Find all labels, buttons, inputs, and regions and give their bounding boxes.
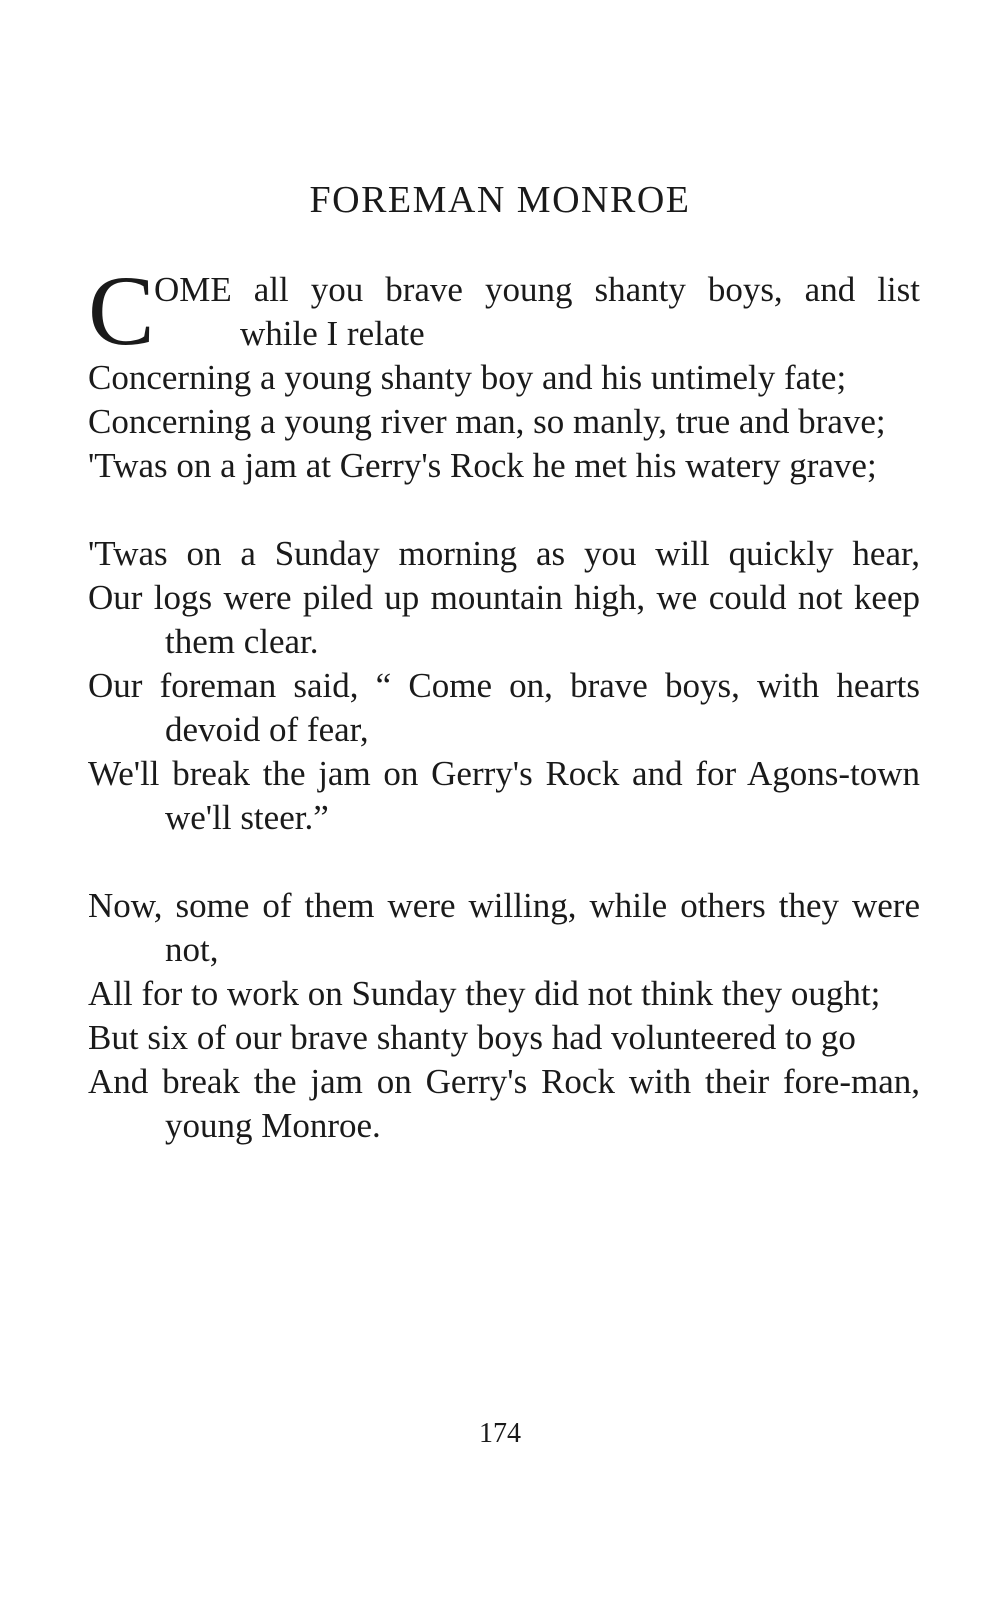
- verse-line: And break the jam on Gerry's Rock with their fore-man, young Monroe.: [88, 1062, 920, 1145]
- verse-line: 'Twas on a jam at Gerry's Rock he met his watery grave;: [88, 446, 877, 485]
- poem-title: FOREMAN MONROE: [309, 179, 691, 221]
- stanza-1: [88, 255, 920, 488]
- verse-line: 'Twas on a Sunday morning as you will quickly hear,: [88, 534, 920, 573]
- poem-body: [88, 255, 920, 1192]
- opening-line: [88, 255, 920, 366]
- verse-line: All for to work on Sunday they did not think they ought;: [88, 974, 881, 1013]
- verse-line: We'll break the jam on Gerry's Rock and for Agons-town we'll steer.”: [88, 754, 920, 837]
- stanza-2: [88, 532, 920, 840]
- page-number: 174: [479, 1418, 521, 1449]
- verse-line: Concerning a young river man, so manly, true and brave;: [88, 402, 886, 441]
- opening-line-continuation: while I relate: [240, 314, 425, 353]
- opening-line-text: OME all you brave young shanty boys, and list: [154, 270, 920, 309]
- verse-line: But six of our brave shanty boys had volunteered to go: [88, 1018, 856, 1057]
- verse-line: Our foreman said, “ Come on, brave boys, with hearts devoid of fear,: [88, 666, 920, 749]
- verse-line: Our logs were piled up mountain high, we could not keep them clear.: [88, 578, 920, 661]
- stanza-3: [88, 884, 920, 1148]
- drop-cap: C: [88, 255, 155, 366]
- verse-line: Concerning a young shanty boy and his untimely fate;: [88, 358, 847, 397]
- verse-line: Now, some of them were willing, while others they were not,: [88, 886, 920, 969]
